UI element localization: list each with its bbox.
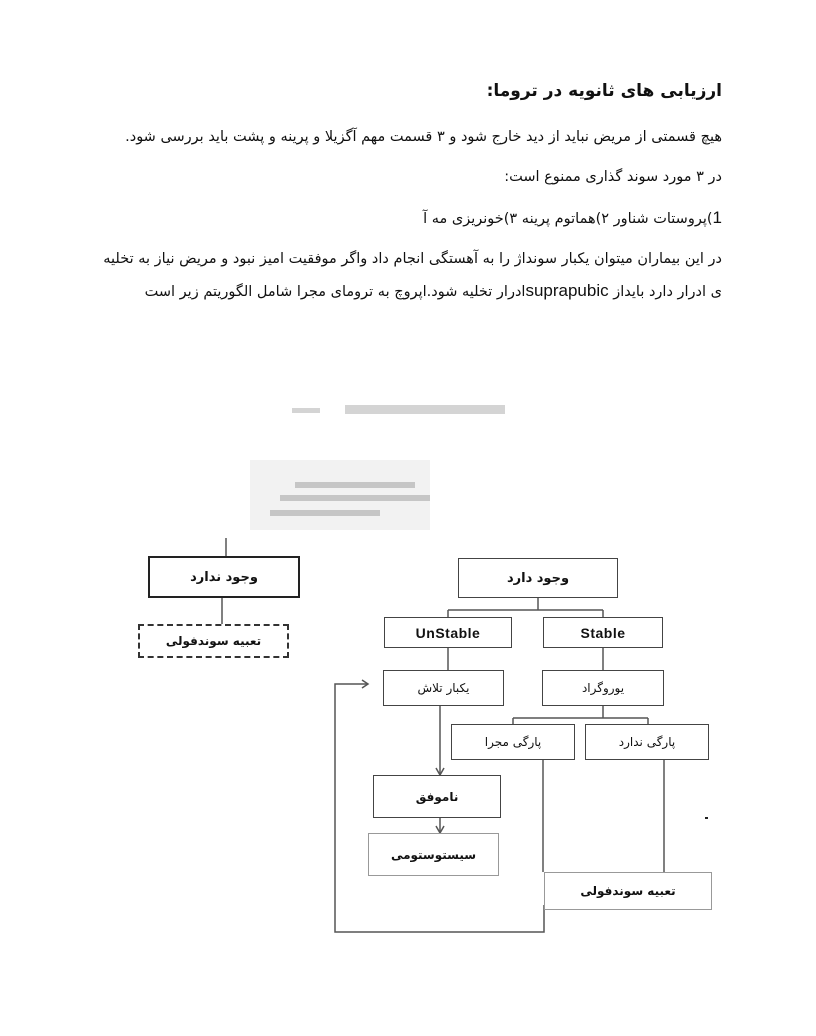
box-unsuccessful: ناموفق	[373, 775, 501, 818]
box-no-rupture: پارگی ندارد	[585, 724, 709, 760]
paragraph-examination: هیچ قسمتی از مریض نباید از دید خارج شود و ۳ قسمت مهم آگزیلا و پرینه و پشت باید بررسی شود.	[125, 129, 722, 145]
box-stable: Stable	[543, 617, 663, 648]
suprapubic-term: suprapubic	[525, 281, 609, 300]
paragraph-approach-part1: در این بیماران میتوان یکبار سونداژ را به آهستگی انجام داد واگر موفقیت امیز نبود و مریض نیاز به تخلیه ی ادرار دارد بایداز	[103, 251, 722, 300]
box-urethrogram: یوروگراد	[542, 670, 664, 706]
box-insert-catheter-bottom: تعبیه سوندفولی	[544, 872, 712, 910]
box-unstable: UnStable	[384, 617, 512, 648]
box-cystostomy: سیستوستومی	[368, 833, 499, 876]
box-no-injury: وجود ندارد	[148, 556, 300, 598]
list-number: 1	[712, 208, 722, 227]
paragraph-approach-part2: ادرار تخلیه شود.اپروچ به ترومای مجرا شامل الگوریتم زیر است	[144, 284, 526, 300]
box-urethral-rupture: پارگی مجرا	[451, 724, 575, 760]
list-items: )پروستات شناور ۲)هماتوم پرینه ۳)خونریزی مه آ	[423, 211, 713, 227]
section-heading: ارزیابی های ثانویه در تروما:	[486, 81, 722, 101]
box-injury-present: وجود دارد	[458, 558, 618, 598]
box-insert-catheter-left: تعبیه سوندفولی	[138, 624, 289, 658]
paragraph-contraindications: در ۳ مورد سوند گذاری ممنوع است:	[504, 169, 722, 185]
box-single-attempt: یکبار تلاش	[383, 670, 504, 706]
